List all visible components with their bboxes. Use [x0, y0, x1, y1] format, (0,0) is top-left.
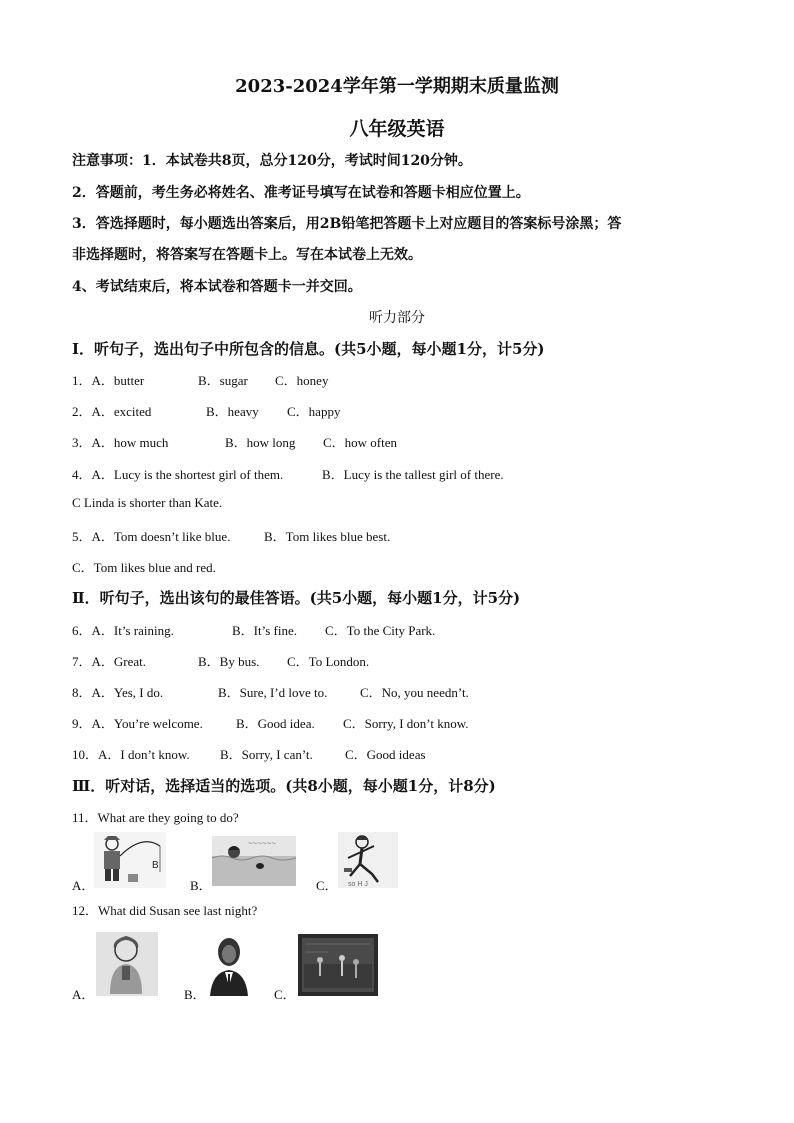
q7-option-b: B．By bus.	[198, 654, 260, 669]
q4-option-b: B．Lucy is the tallest girl of there.	[322, 467, 504, 482]
q5-option-b: B．Tom likes blue best.	[264, 529, 391, 544]
svg-text:so H J: so H J	[348, 881, 368, 888]
q9-option-b: B．Good idea.	[236, 716, 315, 731]
q10-option-a: 10．A．I don’t know.	[72, 747, 190, 762]
q3-option-c: C．how often	[323, 435, 398, 450]
q4-option-c: C Linda is shorter than Kate.	[72, 495, 223, 510]
q5-option-a: 5．A．Tom doesn’t like blue.	[72, 529, 231, 544]
q3-option-b: B．how long	[225, 435, 296, 450]
svg-text:B: B	[152, 860, 159, 871]
q3-option-a: 3．A．how much	[72, 435, 169, 450]
exam-subtitle: 八年级英语	[349, 118, 445, 140]
q6-option-b: B．It’s fine.	[232, 623, 297, 638]
q11-label-b: B．	[190, 878, 212, 893]
swimming-picture	[212, 836, 296, 886]
q1-option-b: B．sugar	[198, 373, 248, 388]
q1-option-c: C．honey	[275, 373, 329, 388]
q2-option-c: C．happy	[287, 404, 341, 419]
q9-option-c: C．Sorry, I don’t know.	[343, 716, 469, 731]
q8-option-b: B．Sure, I’d love to.	[218, 685, 328, 700]
q6-option-c: C．To the City Park.	[325, 623, 436, 638]
q11-label-c: C．	[316, 878, 338, 893]
q10-option-c: C．Good ideas	[345, 747, 426, 762]
section-1-heading: Ⅰ．听句子，选出句子中所包含的信息。(共5小题，每小题1分，计5分)	[72, 340, 545, 358]
q5-option-c: C．Tom likes blue and red.	[72, 560, 216, 575]
q12-label-b: B．	[184, 987, 206, 1002]
note-3a: 3．答选择题时，每小题选出答案后，用2B铅笔把答题卡上对应题目的答案标号涂黑；答	[72, 216, 622, 232]
section-3-heading: Ⅲ．听对话，选择适当的选项。(共8小题，每小题1分，计8分)	[72, 777, 496, 795]
q7-option-c: C．To London.	[287, 654, 370, 669]
note-1: 注意事项：1．本试卷共8页，总分120分，考试时间120分钟。	[72, 153, 472, 169]
q7-option-a: 7．A．Great.	[72, 654, 147, 669]
running-picture	[338, 832, 398, 888]
exam-title: 2023-2024学年第一学期期末质量监测	[235, 76, 559, 97]
q2-option-a: 2．A．excited	[72, 404, 152, 419]
woman-picture	[96, 932, 158, 996]
note-4: 4、考试结束后，将本试卷和答题卡一并交回。	[72, 279, 362, 295]
q10-option-b: B．Sorry, I can’t.	[220, 747, 313, 762]
q12-label-a: A．	[72, 987, 95, 1002]
q11-label-a: A．	[72, 878, 95, 893]
note-3b: 非选择题时，将答案写在答题卡上。写在本试卷上无效。	[72, 247, 422, 263]
fishing-picture	[94, 832, 166, 888]
q9-option-a: 9．A．You’re welcome.	[72, 716, 203, 731]
part-heading: 听力部分	[369, 310, 425, 326]
q2-option-b: B．heavy	[206, 404, 259, 419]
q12-label-c: C．	[274, 987, 296, 1002]
section-2-heading: Ⅱ．听句子，选出该句的最佳答语。(共5小题，每小题1分，计5分)	[72, 589, 521, 607]
svg-text:~~~~~~: ~~~~~~	[248, 839, 277, 848]
q8-option-c: C．No, you needn’t.	[360, 685, 469, 700]
q11-stem: 11．What are they going to do?	[72, 810, 239, 825]
q12-stem: 12．What did Susan see last night?	[72, 903, 258, 918]
note-2: 2．答题前，考生务必将姓名、准考证号填写在试卷和答题卡相应位置上。	[72, 185, 530, 201]
q4-option-a: 4．A．Lucy is the shortest girl of them.	[72, 467, 284, 482]
q6-option-a: 6．A．It’s raining.	[72, 623, 174, 638]
man-picture	[206, 930, 252, 996]
q1-option-a: 1．A．butter	[72, 373, 145, 388]
q8-option-a: 8．A．Yes, I do.	[72, 685, 164, 700]
film-scene-picture	[298, 934, 378, 996]
